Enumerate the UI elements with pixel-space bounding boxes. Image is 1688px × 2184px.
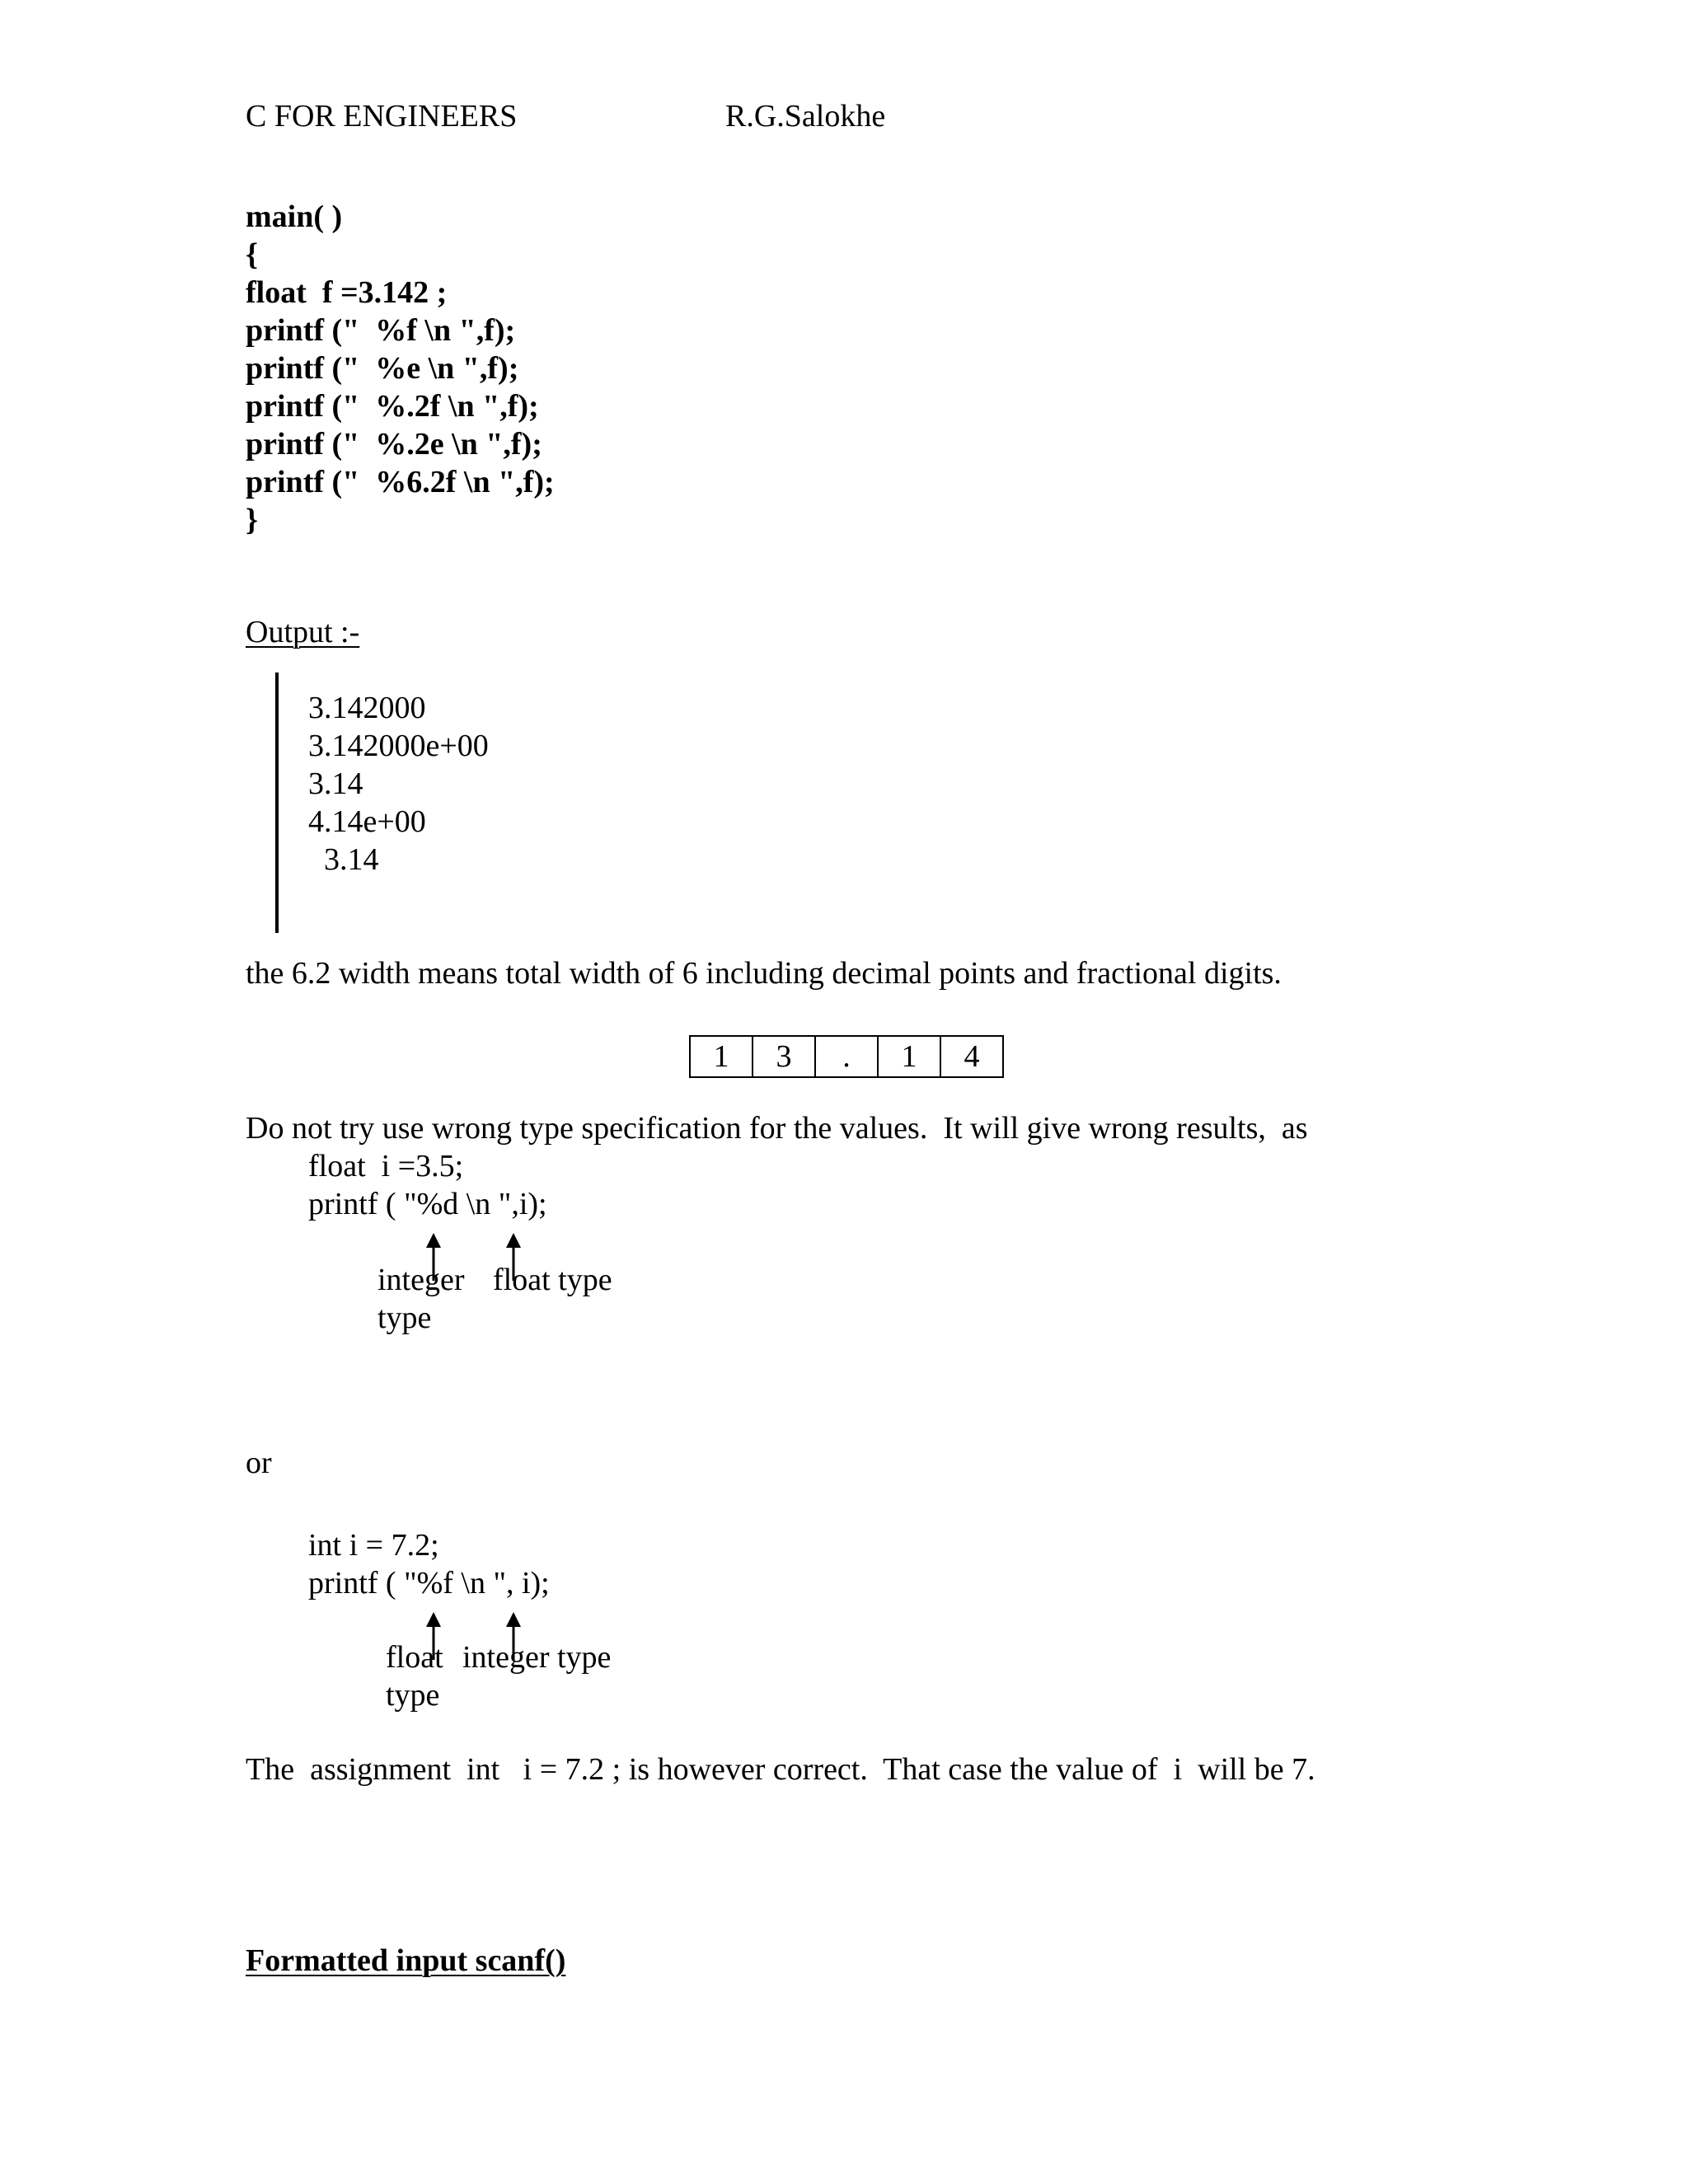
output-line: 3.142000e+00 [308, 729, 489, 763]
example1-line1: float i =3.5; [308, 1149, 464, 1183]
code-line: printf (" %6.2f \n ",f); [246, 465, 555, 499]
code-line: { [246, 237, 258, 272]
example2-line1: int i = 7.2; [308, 1528, 439, 1563]
width-cell: 3 [752, 1035, 816, 1078]
header-author: R.G.Salokhe [725, 99, 886, 134]
example1-line2: printf ( "%d \n ",i); [308, 1187, 547, 1221]
example2-label-type: type [386, 1678, 440, 1713]
example2-label-integer-type: integer type [462, 1640, 612, 1675]
width-cell: 1 [877, 1035, 941, 1078]
example1-label-float-type: float type [493, 1263, 612, 1297]
code-line: printf (" %.2e \n ",f); [246, 427, 542, 462]
width-cell: . [814, 1035, 879, 1078]
example2-label-float: float [386, 1640, 443, 1675]
code-line: float f =3.142 ; [246, 275, 448, 310]
assignment-note: The assignment int i = 7.2 ; is however correct. That case the value of i will be 7. [246, 1752, 1315, 1787]
output-bar [275, 673, 279, 933]
width-cell: 4 [940, 1035, 1004, 1078]
example1-label-type: type [377, 1301, 432, 1335]
code-line: printf (" %.2f \n ",f); [246, 389, 539, 424]
example1-label-integer: integer [377, 1263, 465, 1297]
width-note: the 6.2 width means total width of 6 including decimal points and fractional digits. [246, 956, 1282, 991]
example2-line2: printf ( "%f \n ", i); [308, 1566, 550, 1601]
wrong-type-intro: Do not try use wrong type specification for the values. It will give wrong results, as [246, 1111, 1308, 1146]
section-heading: Formatted input scanf() [246, 1943, 566, 1978]
code-line: main( ) [246, 199, 343, 234]
output-heading: Output :- [246, 615, 360, 649]
code-line: } [246, 503, 258, 537]
code-line: printf (" %e \n ",f); [246, 351, 519, 386]
code-line: printf (" %f \n ",f); [246, 313, 516, 348]
or-text: or [246, 1446, 272, 1480]
output-line: 4.14e+00 [308, 804, 426, 839]
header-title: C FOR ENGINEERS [246, 99, 518, 134]
width-cell: 1 [689, 1035, 753, 1078]
width-cells [691, 1035, 1004, 1078]
output-line: 3.14 [308, 766, 363, 801]
output-line: 3.14 [308, 842, 379, 877]
output-line: 3.142000 [308, 691, 426, 725]
